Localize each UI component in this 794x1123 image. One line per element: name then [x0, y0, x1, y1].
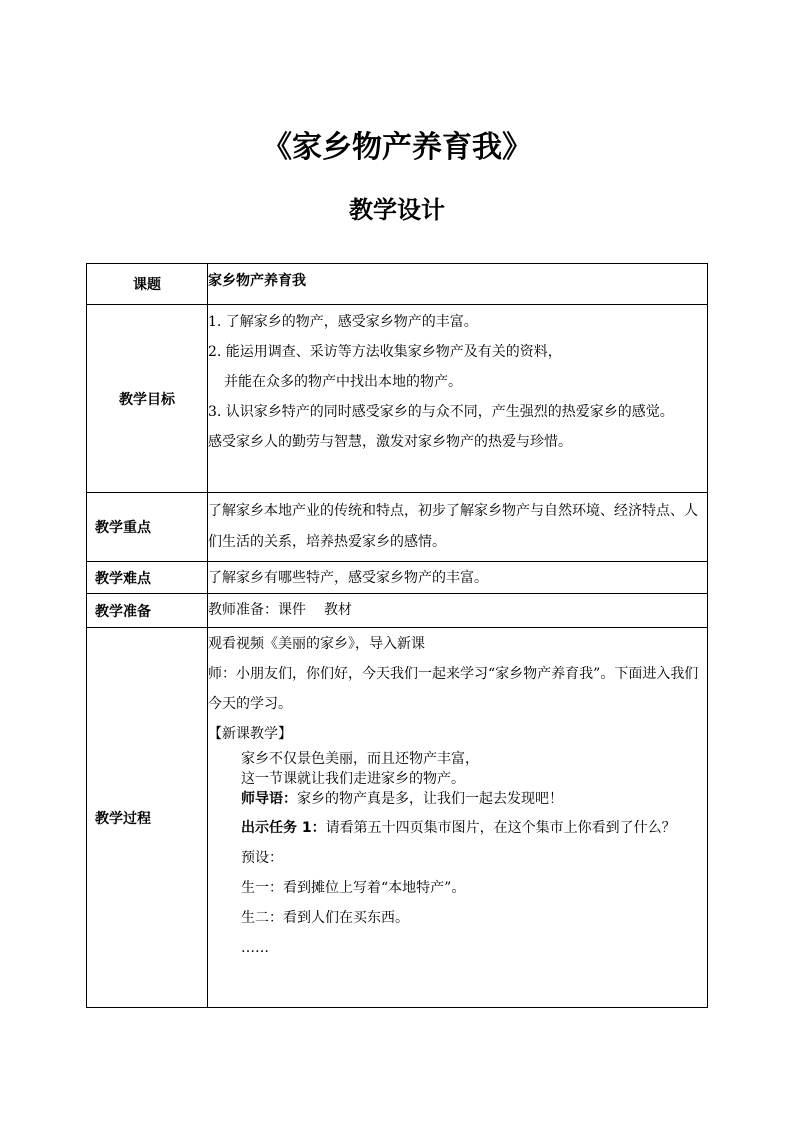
goal-line: 1. 了解家乡的物产，感受家乡物产的丰富。: [208, 314, 478, 330]
label-goals: 教学目标: [87, 305, 208, 493]
process-preset: 预设：: [241, 850, 283, 866]
document-title: 《家乡物产养育我》: [262, 130, 532, 165]
value-difficulties: [208, 562, 708, 594]
value-key-points: [208, 493, 708, 562]
row-preparation: [87, 594, 708, 628]
row-goals: [87, 305, 708, 493]
value-preparation: [208, 594, 708, 628]
process-section-heading: 【新课教学】: [208, 726, 292, 742]
value-topic: [208, 264, 708, 305]
goal-line: 并能在众多的物产中找出本地的物产。: [224, 374, 462, 390]
task-label: 出示任务 1：: [241, 820, 326, 836]
guide-label: 师导语：: [241, 791, 297, 807]
preparation-item: 教材: [324, 602, 352, 618]
process-task: [208, 813, 707, 843]
value-process: [208, 628, 708, 1008]
topic-text: 家乡物产养育我: [208, 273, 306, 289]
preparation-prefix: 教师准备：课件: [208, 602, 306, 618]
difficulties-text: 了解家乡有哪些特产，感受家乡物产的丰富。: [208, 570, 488, 586]
process-guide: [208, 789, 707, 809]
process-paragraph: 这一节课就让我们走进家乡的物产。: [241, 771, 465, 787]
document-subtitle: 教学设计: [349, 196, 445, 224]
row-difficulties: [87, 562, 708, 594]
process-paragraph: 家乡不仅景色美丽，而且还物产丰富，: [241, 751, 479, 767]
process-student-answer: 生二：看到人们在买东西。: [241, 910, 409, 926]
goal-line: 感受家乡人的勤劳与智慧，激发对家乡物产的热爱与珍惜。: [208, 434, 572, 450]
process-student-answer: 生一：看到摊位上写着“本地特产”。: [241, 880, 466, 896]
goal-line: 2. 能运用调查、采访等方法收集家乡物产及有关的资料，: [208, 344, 562, 360]
process-teacher-line: 师：小朋友们，你们好，今天我们一起来学习“家乡物产养育我”。下面进入我们今天的学习。: [208, 666, 699, 712]
row-topic: [87, 264, 708, 305]
goal-line: 3. 认识家乡特产的同时感受家乡的与众不同，产生强烈的热爱家乡的感觉。: [208, 404, 674, 420]
label-preparation: 教学准备: [87, 594, 208, 628]
lesson-plan-table: [86, 263, 708, 1008]
label-key-points: 教学重点: [87, 493, 208, 562]
row-process: [87, 628, 708, 1008]
label-difficulties: 教学难点: [87, 562, 208, 594]
guide-text: 家乡的物产真是多，让我们一起去发现吧！: [297, 791, 563, 807]
value-goals: [208, 305, 708, 493]
preparation-text: [208, 595, 707, 625]
task-text: 请看第五十四页集市图片，在这个集市上你看到了什么？: [325, 820, 676, 836]
row-key-points: [87, 493, 708, 562]
process-intro: 观看视频《美丽的家乡》，导入新课: [208, 636, 425, 652]
process-ellipsis: ……: [241, 940, 269, 956]
label-topic: 课题: [87, 264, 208, 305]
label-process: 教学过程: [87, 628, 208, 1008]
key-points-text: 了解家乡本地产业的传统和特点，初步了解家乡物产与自然环境、经济特点、人们生活的关系，培养热爱家乡的感情。: [208, 503, 698, 550]
